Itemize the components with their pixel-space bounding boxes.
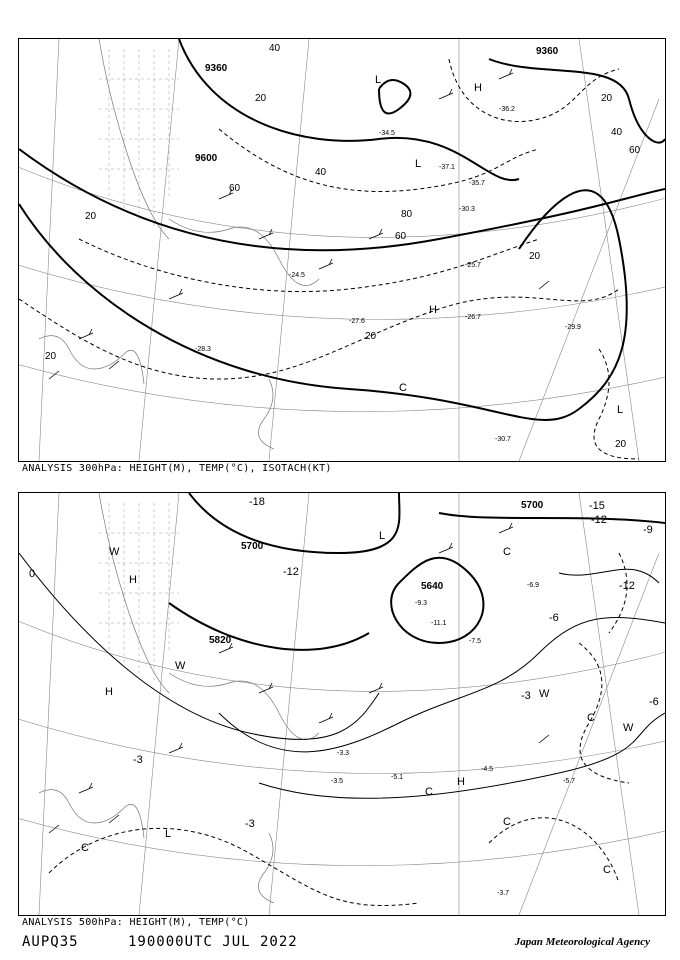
isotherm-label: -3	[521, 690, 531, 702]
isotherm-label: -12	[591, 514, 607, 526]
isotach-label: 40	[611, 127, 623, 138]
isotherm-label: -12	[283, 566, 299, 578]
cold-marker: C	[603, 864, 611, 876]
temp-reading: -3.3	[337, 750, 350, 757]
cold-marker: C	[81, 842, 89, 854]
pressure-centers	[375, 74, 623, 416]
low-marker: L	[165, 828, 172, 840]
height-label: 5640	[421, 581, 444, 592]
temp-reading: -29.9	[565, 324, 581, 331]
issued-time: 190000UTC JUL 2022	[128, 934, 298, 950]
map-500hpa	[19, 493, 665, 915]
warm-marker: W	[109, 546, 120, 558]
temp-reading: -25.7	[465, 262, 481, 269]
isotherm-contours	[19, 553, 665, 798]
temp-reading: -6.9	[527, 582, 540, 589]
height-label: 9360	[536, 46, 559, 57]
high-marker: H	[429, 304, 437, 316]
map-300hpa	[19, 39, 665, 461]
temp-reading: -5.1	[391, 774, 404, 781]
temp-reading: -30.3	[459, 206, 475, 213]
temp-reading: -3.7	[497, 890, 510, 897]
isotach-label: 20	[255, 93, 267, 104]
pressure-centers	[81, 530, 634, 876]
isotherm-label: -3	[133, 754, 143, 766]
caption-300hpa: ANALYSIS 300hPa: HEIGHT(M), TEMP(°C), ISOTACH(KT)	[22, 463, 332, 474]
hatch-area	[99, 49, 179, 229]
isotach-label: 60	[395, 231, 407, 242]
warm-marker: W	[539, 688, 550, 700]
temp-reading: -7.5	[469, 638, 482, 645]
temp-reading: -34.5	[379, 130, 395, 137]
height-label: 5700	[241, 541, 264, 552]
coastline	[39, 39, 319, 449]
temp-reading: -28.3	[195, 346, 211, 353]
isotach-label: 40	[269, 43, 281, 54]
high-marker: H	[105, 686, 113, 698]
height-label: 9600	[195, 153, 218, 164]
temp-reading: -4.5	[481, 766, 494, 773]
cold-marker: C	[425, 786, 433, 798]
map-panel-500hpa	[18, 492, 666, 916]
height-labels	[209, 500, 544, 646]
warm-marker: W	[623, 722, 634, 734]
temp-reading: -24.5	[289, 272, 305, 279]
caption-500hpa: ANALYSIS 500hPa: HEIGHT(M), TEMP(°C)	[22, 917, 250, 928]
isotherm-label: -6	[549, 612, 559, 624]
isotach-label: 20	[45, 351, 57, 362]
agency-name: Japan Meteorological Agency	[514, 936, 650, 948]
isotherm-label: -9	[643, 524, 653, 536]
hatch-area	[99, 503, 179, 683]
isotherm-label: -12	[619, 580, 635, 592]
temp-reading: -26.7	[465, 314, 481, 321]
isotherm-label: -6	[649, 696, 659, 708]
temp-reading: -3.5	[331, 778, 344, 785]
isotach-label: 20	[615, 439, 627, 450]
low-marker: L	[375, 74, 382, 86]
chart-id: AUPQ35	[22, 934, 79, 950]
dashed-isotherms	[49, 553, 629, 906]
isotherm-label: -3	[245, 818, 255, 830]
temp-reading: -36.2	[499, 106, 515, 113]
isotach-label: 60	[629, 145, 641, 156]
temp-reading: -35.7	[469, 180, 485, 187]
warm-marker: W	[175, 660, 186, 672]
height-label: 9360	[205, 63, 228, 74]
high-marker: H	[129, 574, 137, 586]
low-marker: L	[415, 158, 422, 170]
isotherm-label: -18	[249, 496, 265, 508]
isotherm-label: 0	[29, 568, 36, 580]
cold-marker: C	[503, 546, 511, 558]
temp-reading: -27.6	[349, 318, 365, 325]
temperature-readings	[331, 582, 575, 897]
isotach-label: 20	[601, 93, 613, 104]
low-marker: L	[617, 404, 624, 416]
temp-reading: -37.1	[439, 164, 455, 171]
isotach-label: 80	[401, 209, 413, 220]
cold-marker: C	[399, 382, 407, 394]
low-marker: L	[379, 530, 386, 542]
isotach-label: 60	[229, 183, 241, 194]
cold-marker: C	[503, 816, 511, 828]
high-marker: H	[474, 82, 482, 94]
isotach-label: 40	[315, 167, 327, 178]
temp-reading: -9.3	[415, 600, 428, 607]
height-contours	[19, 39, 665, 420]
isotherm-label: -15	[589, 500, 605, 512]
high-marker: H	[457, 776, 465, 788]
isotach-label: 20	[365, 331, 377, 342]
height-label: 5700	[521, 500, 544, 511]
temp-reading: -5.7	[563, 778, 576, 785]
temp-reading: -30.7	[495, 436, 511, 443]
isotach-label: 20	[85, 211, 97, 222]
isotach-label: 20	[529, 251, 541, 262]
temp-reading: -11.1	[431, 620, 447, 627]
cold-marker: C	[587, 712, 595, 724]
map-panel-300hpa	[18, 38, 666, 462]
height-label: 5820	[209, 635, 232, 646]
